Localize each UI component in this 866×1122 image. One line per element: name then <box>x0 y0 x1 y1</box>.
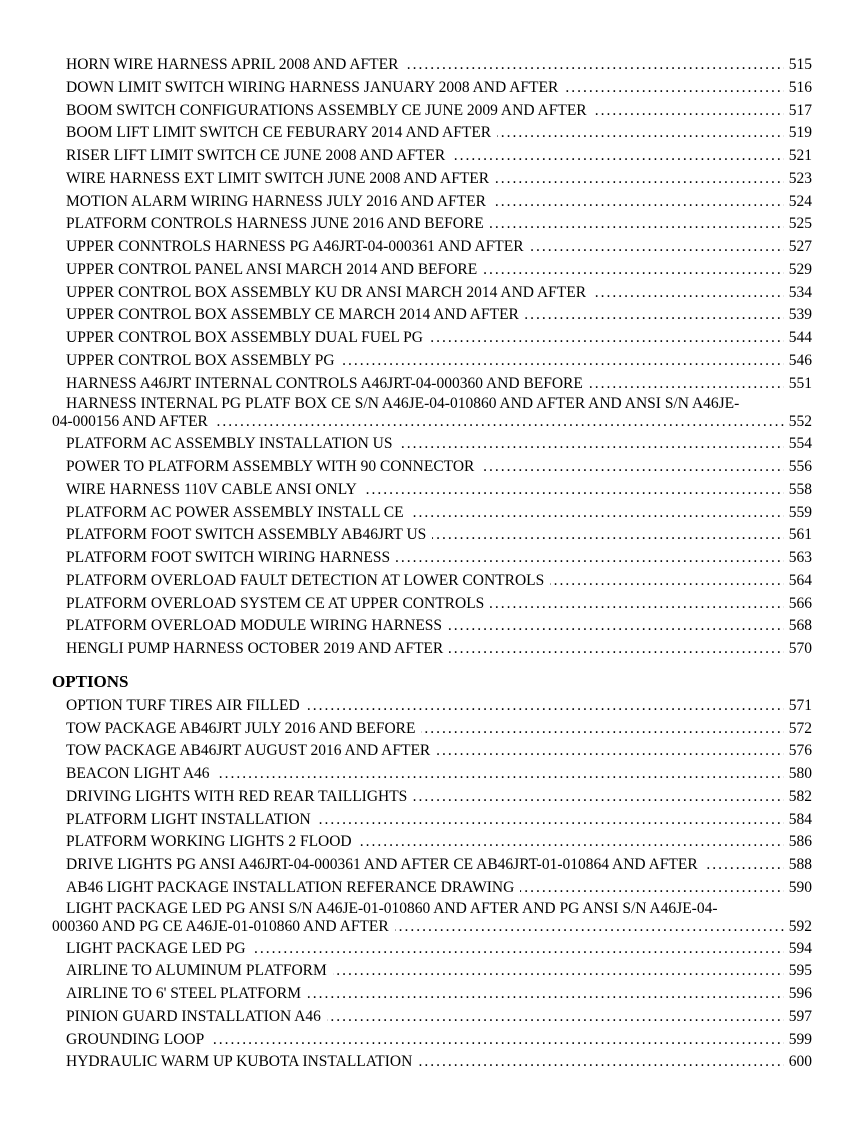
toc-entry-page: 584 <box>787 809 812 832</box>
toc-entry-page: 564 <box>787 570 812 593</box>
toc-entry-page: 586 <box>787 831 812 854</box>
toc-entry-title-line1: LIGHT PACKAGE LED PG ANSI S/N A46JE-01-010860 AND AFTER AND PG ANSI S/N A46JE-04- <box>66 899 718 917</box>
toc-entry-page: 576 <box>787 740 812 763</box>
toc-entry-page: 561 <box>787 524 812 547</box>
toc-entry-page: 552 <box>788 413 812 431</box>
toc-entry-title: OPTION TURF TIRES AIR FILLED <box>66 695 306 718</box>
toc-entry-title: PLATFORM OVERLOAD MODULE WIRING HARNESS <box>66 615 448 638</box>
toc-entry-title: HENGLI PUMP HARNESS OCTOBER 2019 AND AFTER <box>66 638 449 661</box>
toc-entry-wrapped[interactable] <box>52 900 812 938</box>
toc-entry[interactable] <box>66 456 812 479</box>
toc-entry[interactable] <box>66 282 812 305</box>
toc-entry-page: 556 <box>787 456 812 479</box>
toc-entry-page: 554 <box>787 433 812 456</box>
toc-entry-title: HYDRAULIC WARM UP KUBOTA INSTALLATION <box>66 1051 418 1074</box>
toc-entry[interactable] <box>66 524 812 547</box>
toc-entry-page: 519 <box>787 122 812 145</box>
toc-entry[interactable] <box>66 983 812 1006</box>
toc-entry-title-line2: 04-000156 AND AFTER <box>52 412 214 431</box>
toc-entry-wrapped[interactable] <box>52 395 812 433</box>
toc-entry[interactable] <box>66 100 812 123</box>
toc-entry[interactable] <box>66 1006 812 1029</box>
toc-entry-title: AIRLINE TO 6' STEEL PLATFORM <box>66 983 307 1006</box>
toc-entry-page: 592 <box>788 917 812 935</box>
toc-entry-title: BOOM SWITCH CONFIGURATIONS ASSEMBLY CE JUNE 2009 AND AFTER <box>66 100 593 123</box>
toc-entry[interactable] <box>66 373 812 396</box>
toc-entry-page: 600 <box>787 1051 812 1074</box>
toc-entry-title: LIGHT PACKAGE LED PG <box>66 938 252 961</box>
toc-entry-page: 570 <box>787 638 812 661</box>
toc-entry[interactable] <box>66 213 812 236</box>
toc-entry-title: TOW PACKAGE AB46JRT AUGUST 2016 AND AFTER <box>66 740 436 763</box>
toc-entry-page: 558 <box>787 479 812 502</box>
toc-entry-title-line2: 000360 AND PG CE A46JE-01-010860 AND AFTER <box>52 917 395 936</box>
toc-entry[interactable] <box>66 831 812 854</box>
toc-entry-page: 596 <box>787 983 812 1006</box>
toc-entry-page: 580 <box>787 763 812 786</box>
toc-entry[interactable] <box>66 479 812 502</box>
toc-entry[interactable] <box>66 77 812 100</box>
toc-group <box>0 54 866 395</box>
toc-entry-title: PLATFORM CONTROLS HARNESS JUNE 2016 AND BEFORE <box>66 213 490 236</box>
toc-entry-title: RISER LIFT LIMIT SWITCH CE JUNE 2008 AND AFTER <box>66 145 451 168</box>
toc-entry-title: UPPER CONNTROLS HARNESS PG A46JRT-04-000361 AND AFTER <box>66 236 530 259</box>
toc-entry-title: MOTION ALARM WIRING HARNESS JULY 2016 AND AFTER <box>66 191 492 214</box>
toc-entry-title: TOW PACKAGE AB46JRT JULY 2016 AND BEFORE <box>66 718 421 741</box>
toc-entry-page: 539 <box>787 304 812 327</box>
toc-entry-title: PLATFORM LIGHT INSTALLATION <box>66 809 317 832</box>
toc-entry-title: UPPER CONTROL BOX ASSEMBLY CE MARCH 2014 AND AFTER <box>66 304 525 327</box>
toc-entry-page: 590 <box>787 877 812 900</box>
toc-entry-title: HARNESS A46JRT INTERNAL CONTROLS A46JRT-04-000360 AND BEFORE <box>66 373 589 396</box>
toc-entry-page: 516 <box>787 77 812 100</box>
toc-entry[interactable] <box>66 593 812 616</box>
toc-entry-title: WIRE HARNESS 110V CABLE ANSI ONLY <box>66 479 363 502</box>
toc-entry-title: UPPER CONTROL BOX ASSEMBLY KU DR ANSI MARCH 2014 AND AFTER <box>66 282 592 305</box>
toc-entry-title: GROUNDING LOOP <box>66 1029 210 1052</box>
toc-entry[interactable] <box>66 54 812 77</box>
toc-entry-title: HORN WIRE HARNESS APRIL 2008 AND AFTER <box>66 54 404 77</box>
toc-entry[interactable] <box>66 763 812 786</box>
toc-group <box>0 433 866 661</box>
toc-entry-title: BOOM LIFT LIMIT SWITCH CE FEBURARY 2014 AND AFTER <box>66 122 497 145</box>
toc-entry-title: PLATFORM AC ASSEMBLY INSTALLATION US <box>66 433 398 456</box>
toc-entry-page: 527 <box>787 236 812 259</box>
toc-entry[interactable] <box>66 718 812 741</box>
toc-entry[interactable] <box>66 570 812 593</box>
toc-entry-title: POWER TO PLATFORM ASSEMBLY WITH 90 CONNECTOR <box>66 456 480 479</box>
toc-entry[interactable] <box>66 877 812 900</box>
toc-entry-title: PLATFORM FOOT SWITCH WIRING HARNESS <box>66 547 396 570</box>
toc-entry[interactable] <box>66 740 812 763</box>
toc-entry-title: DRIVING LIGHTS WITH RED REAR TAILLIGHTS <box>66 786 413 809</box>
toc-entry-title: DOWN LIMIT SWITCH WIRING HARNESS JANUARY 2008 AND AFTER <box>66 77 564 100</box>
section-heading-options: OPTIONS <box>52 671 129 691</box>
toc-entry[interactable] <box>66 433 812 456</box>
toc-entry[interactable] <box>66 695 812 718</box>
toc-entry-page: 551 <box>787 373 812 396</box>
toc-entry-page: 595 <box>787 960 812 983</box>
toc-entry[interactable] <box>66 960 812 983</box>
toc-entry-page: 566 <box>787 593 812 616</box>
toc-entry-page: 544 <box>787 327 812 350</box>
toc-entry-page: 571 <box>787 695 812 718</box>
toc-entry-page: 572 <box>787 718 812 741</box>
toc-entry-page: 523 <box>787 168 812 191</box>
toc-entry-title: PLATFORM OVERLOAD SYSTEM CE AT UPPER CONTROLS <box>66 593 490 616</box>
toc-entry[interactable] <box>66 938 812 961</box>
toc-entry[interactable] <box>66 809 812 832</box>
toc-entry-title: PLATFORM FOOT SWITCH ASSEMBLY AB46JRT US <box>66 524 432 547</box>
toc-entry[interactable] <box>66 168 812 191</box>
toc-entry-page: 546 <box>787 350 812 373</box>
toc-entry-page: 594 <box>787 938 812 961</box>
toc-entry-title: UPPER CONTROL BOX ASSEMBLY DUAL FUEL PG <box>66 327 429 350</box>
toc-entry-title: UPPER CONTROL PANEL ANSI MARCH 2014 AND BEFORE <box>66 259 483 282</box>
toc-entry-page: 517 <box>787 100 812 123</box>
toc-entry[interactable] <box>66 547 812 570</box>
toc-entry-title: AIRLINE TO ALUMINUM PLATFORM <box>66 960 333 983</box>
toc-entry-title: UPPER CONTROL BOX ASSEMBLY PG <box>66 350 341 373</box>
toc-entry-page: 563 <box>787 547 812 570</box>
toc-entry[interactable] <box>66 854 812 877</box>
toc-entry-page: 521 <box>787 145 812 168</box>
toc-entry[interactable] <box>66 350 812 373</box>
toc-entry-title: BEACON LIGHT A46 <box>66 763 216 786</box>
toc-entry-page: 597 <box>787 1006 812 1029</box>
toc-entry[interactable] <box>66 122 812 145</box>
toc-entry[interactable] <box>66 638 812 661</box>
toc-entry[interactable] <box>66 259 812 282</box>
toc-entry-page: 515 <box>787 54 812 77</box>
toc-entry-page: 559 <box>787 502 812 525</box>
toc-entry-title-line1: HARNESS INTERNAL PG PLATF BOX CE S/N A46JE-04-010860 AND AFTER AND ANSI S/N A46JE- <box>66 395 740 413</box>
table-of-contents <box>0 54 866 1074</box>
toc-entry-title: PLATFORM AC POWER ASSEMBLY INSTALL CE <box>66 502 410 525</box>
toc-entry[interactable] <box>66 304 812 327</box>
toc-entry-page: 588 <box>787 854 812 877</box>
toc-entry-page: 582 <box>787 786 812 809</box>
toc-entry[interactable] <box>66 1051 812 1074</box>
toc-entry-page: 525 <box>787 213 812 236</box>
toc-group <box>0 938 866 1075</box>
toc-entry[interactable] <box>66 327 812 350</box>
toc-entry-page: 599 <box>787 1029 812 1052</box>
toc-entry[interactable] <box>66 786 812 809</box>
toc-entry-title: PINION GUARD INSTALLATION A46 <box>66 1006 327 1029</box>
toc-entry[interactable] <box>66 502 812 525</box>
toc-entry-title: WIRE HARNESS EXT LIMIT SWITCH JUNE 2008 AND AFTER <box>66 168 495 191</box>
toc-entry[interactable] <box>66 615 812 638</box>
toc-entry-title: PLATFORM OVERLOAD FAULT DETECTION AT LOWER CONTROLS <box>66 570 550 593</box>
toc-group <box>0 695 866 900</box>
toc-entry[interactable] <box>66 191 812 214</box>
toc-entry-title: DRIVE LIGHTS PG ANSI A46JRT-04-000361 AND AFTER CE AB46JRT-01-010864 AND AFTER <box>66 854 704 877</box>
toc-entry-page: 529 <box>787 259 812 282</box>
toc-entry[interactable] <box>66 145 812 168</box>
toc-entry-page: 524 <box>787 191 812 214</box>
toc-entry-title: PLATFORM WORKING LIGHTS 2 FLOOD <box>66 831 358 854</box>
toc-entry[interactable] <box>66 236 812 259</box>
toc-entry[interactable] <box>66 1029 812 1052</box>
toc-entry-title: AB46 LIGHT PACKAGE INSTALLATION REFERANCE DRAWING <box>66 877 520 900</box>
toc-entry-page: 534 <box>787 282 812 305</box>
toc-entry-page: 568 <box>787 615 812 638</box>
